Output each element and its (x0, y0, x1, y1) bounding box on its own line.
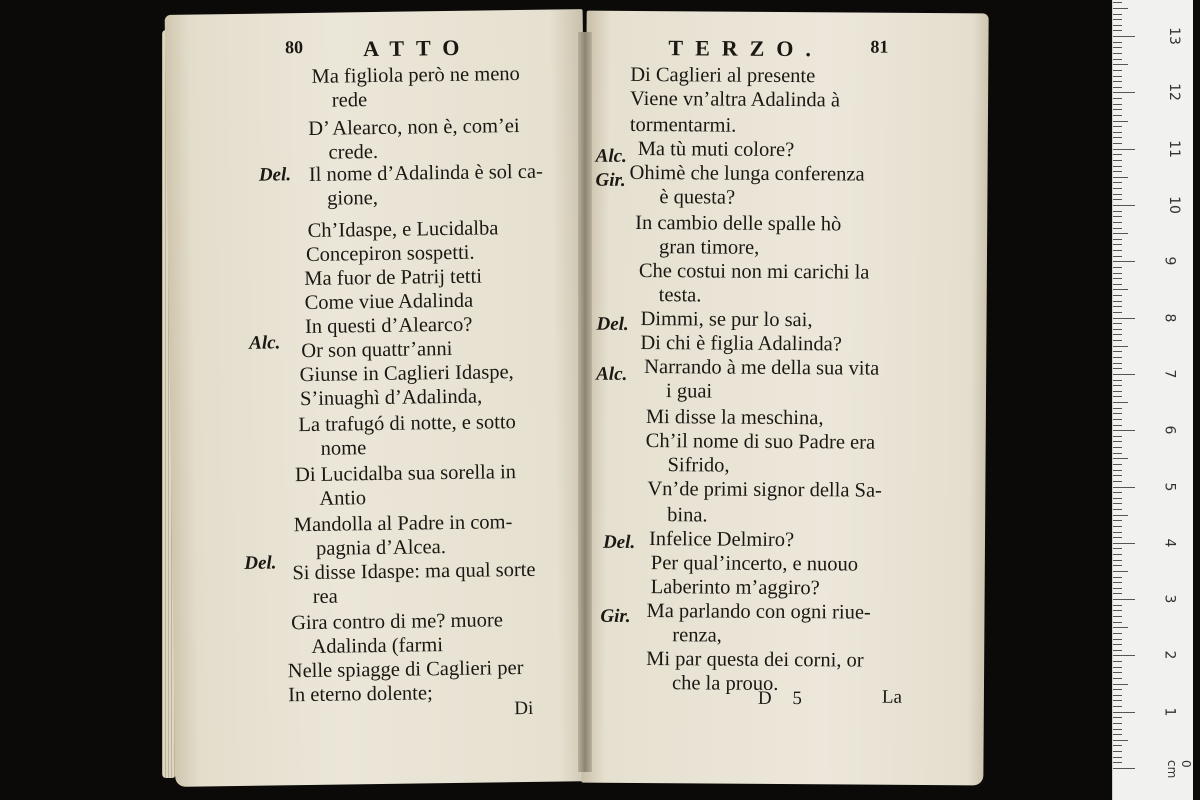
ruler-tick (1113, 402, 1128, 403)
ruler-tick (1113, 430, 1135, 431)
text-line: rea (312, 585, 338, 608)
ruler-tick (1113, 115, 1122, 116)
text-line: Ch’il nome di suo Padre era (645, 430, 876, 454)
speaker-label: Alc. (596, 363, 628, 385)
ruler-tick (1113, 301, 1122, 302)
ruler-tick (1113, 284, 1122, 285)
ruler-tick (1113, 92, 1135, 93)
ruler-number: 13 (1165, 27, 1182, 46)
ruler-tick (1113, 740, 1128, 741)
text-line: rede (331, 89, 368, 112)
text-line: Giunse in Caglieri Idaspe, (299, 361, 514, 387)
ruler-tick (1113, 171, 1122, 172)
ruler-tick (1113, 278, 1122, 279)
ruler-tick (1113, 768, 1135, 769)
ruler-tick (1113, 149, 1135, 150)
ruler-tick (1113, 59, 1122, 60)
ruler-tick (1113, 30, 1122, 31)
ruler-tick (1113, 537, 1122, 538)
ruler-tick (1113, 700, 1122, 701)
text-line: D’ Alearco, non è, com’ei (308, 115, 520, 140)
running-head-right: TERZO. (668, 35, 824, 62)
speaker-label: Del. (244, 552, 277, 574)
ruler-tick (1113, 87, 1122, 88)
ruler-tick (1113, 503, 1122, 504)
ruler-tick (1113, 464, 1122, 465)
text-line: Viene vn’altra Adalinda à (630, 87, 841, 112)
ruler-number: 8 (1161, 313, 1178, 323)
text-line: che la prouo. (671, 672, 779, 695)
ruler-tick (1113, 751, 1122, 752)
text-line: gran timore, (658, 236, 760, 259)
text-line: Di Lucidalba sua sorella in (294, 461, 517, 487)
text-line: Narrando à me della sua vita (644, 356, 880, 380)
ruler-tick (1113, 295, 1122, 296)
ruler-tick (1113, 639, 1122, 640)
ruler-tick (1113, 126, 1122, 127)
ruler-tick (1113, 532, 1122, 533)
ruler-tick (1113, 560, 1122, 561)
ruler-tick (1113, 47, 1122, 48)
ruler-tick (1113, 582, 1122, 583)
speaker-label: Alc. (249, 332, 281, 354)
text-line: bina. (667, 504, 708, 527)
ruler-tick (1113, 273, 1122, 274)
speaker-label: Del. (258, 164, 292, 186)
ruler-tick (1113, 363, 1122, 364)
text-line: Laberinto m’aggiro? (650, 576, 820, 600)
open-book (170, 12, 990, 784)
ruler-tick (1113, 571, 1128, 572)
ruler-tick (1113, 8, 1128, 9)
ruler-tick (1113, 413, 1122, 414)
ruler-tick (1113, 42, 1122, 43)
ruler-tick (1113, 447, 1122, 448)
ruler-tick (1113, 205, 1135, 206)
ruler-tick (1113, 655, 1135, 656)
ruler-tick (1113, 515, 1128, 516)
ruler-tick (1113, 346, 1128, 347)
text-line: Ohimè che lunga conferenza (629, 161, 865, 186)
ruler-tick (1113, 684, 1128, 685)
ruler-tick (1113, 419, 1122, 420)
text-line: Mi par questa dei corni, or (646, 648, 864, 672)
ruler-tick (1113, 329, 1122, 330)
ruler-tick (1113, 667, 1122, 668)
ruler-tick (1113, 408, 1122, 409)
ruler-tick (1113, 712, 1135, 713)
text-line: Or son quattr’anni (301, 337, 453, 363)
speaker-label: Del. (596, 313, 629, 335)
ruler-tick (1113, 633, 1122, 634)
ruler-tick (1113, 745, 1122, 746)
ruler-tick (1113, 104, 1122, 105)
ruler-tick (1113, 593, 1122, 594)
ruler-tick (1113, 261, 1135, 262)
speaker-label: Gir. (600, 605, 631, 627)
text-line: La trafugó di notte, e sotto (298, 411, 516, 437)
ruler-tick (1113, 216, 1122, 217)
ruler-tick (1113, 182, 1122, 183)
ruler-tick (1113, 498, 1122, 499)
left-page (165, 9, 594, 787)
ruler-tick (1113, 132, 1122, 133)
speaker-label: Alc. (595, 145, 627, 167)
catchword-left: Di (514, 697, 534, 720)
ruler-tick (1113, 762, 1122, 763)
ruler-number: 12 (1165, 83, 1182, 102)
text-line: Di Caglieri al presente (630, 63, 816, 88)
ruler-tick (1113, 453, 1122, 454)
ruler-tick (1113, 340, 1122, 341)
text-line: tormentarmi. (629, 113, 737, 137)
ruler-tick (1113, 267, 1122, 268)
text-line: Antio (319, 487, 367, 510)
right-page (581, 11, 988, 786)
ruler-tick (1113, 2, 1122, 3)
ruler-tick (1113, 81, 1122, 82)
ruler-number: 10 (1165, 196, 1182, 214)
ruler-tick (1113, 368, 1122, 369)
ruler-unit-label: 0 cm (1165, 760, 1193, 779)
speaker-label: Del. (602, 531, 636, 553)
ruler-tick (1113, 19, 1122, 20)
running-head-left: ATTO (362, 34, 472, 62)
ruler-tick (1113, 661, 1122, 662)
ruler-tick (1113, 695, 1122, 696)
page-number-left: 80 (284, 37, 304, 58)
text-line: Mandolla al Padre in com- (293, 511, 513, 537)
ruler-tick (1113, 616, 1122, 617)
ruler-tick (1113, 391, 1122, 392)
ruler-tick (1113, 228, 1122, 229)
page-number-right: 81 (870, 36, 889, 57)
ruler-tick (1113, 109, 1122, 110)
text-line: Nelle spiagge di Caglieri per (287, 657, 524, 683)
ruler-tick (1113, 357, 1122, 358)
ruler-tick (1113, 605, 1122, 606)
text-line: S’inuaghì d’Adalinda, (299, 385, 483, 411)
ruler-tick (1113, 351, 1122, 352)
ruler-tick (1113, 526, 1122, 527)
ruler-tick (1113, 199, 1122, 200)
ruler-tick (1113, 723, 1122, 724)
text-line: Ch’Idaspe, e Lucidalba (307, 217, 499, 242)
ruler-tick (1113, 121, 1128, 122)
ruler-number: 1 (1161, 707, 1178, 717)
ruler-tick (1113, 644, 1122, 645)
text-line: Si disse Idaspe: ma qual sorte (292, 558, 536, 585)
ruler-number: 3 (1161, 594, 1178, 604)
ruler-tick (1113, 14, 1122, 15)
ruler-tick (1113, 627, 1128, 628)
ruler-tick (1113, 458, 1128, 459)
text-line: gione, (327, 186, 379, 210)
ruler-tick (1113, 554, 1122, 555)
ruler-tick (1113, 188, 1122, 189)
ruler-tick (1113, 565, 1122, 566)
ruler-tick (1113, 487, 1135, 488)
ruler-tick (1113, 509, 1122, 510)
text-line: Concepiron sospetti. (305, 241, 475, 267)
ruler-tick (1113, 436, 1122, 437)
ruler-tick (1113, 25, 1122, 26)
ruler-tick (1113, 70, 1122, 71)
text-line: è questa? (659, 186, 736, 209)
ruler-tick (1113, 323, 1122, 324)
ruler-tick (1113, 239, 1122, 240)
ruler-tick (1113, 318, 1135, 319)
measuring-ruler (1112, 0, 1193, 800)
ruler-tick (1113, 137, 1122, 138)
ruler-tick (1113, 312, 1122, 313)
ruler-number: 2 (1161, 650, 1178, 660)
ruler-tick (1113, 441, 1122, 442)
text-line: Vn’de primi signor della Sa- (647, 478, 882, 502)
ruler-tick (1113, 166, 1122, 167)
ruler-tick (1113, 577, 1122, 578)
ruler-tick (1113, 717, 1122, 718)
ruler-tick (1113, 599, 1135, 600)
text-line: nome (320, 437, 367, 460)
ruler-tick (1113, 757, 1122, 758)
text-line: Ma tù muti colore? (637, 137, 795, 162)
text-line: Che costui non mi carichi la (638, 259, 870, 284)
text-line: Ma parlando con ogni riue- (646, 600, 871, 624)
signature-mark: D 5 (757, 687, 810, 710)
ruler-tick (1113, 678, 1122, 679)
book-gutter (578, 32, 592, 772)
ruler-tick (1113, 211, 1122, 212)
text-line: Dimmi, se pur lo sai, (640, 307, 813, 332)
ruler-tick (1113, 177, 1128, 178)
text-line: Adalinda (farmi (311, 634, 444, 658)
ruler-tick (1113, 36, 1135, 37)
ruler-tick (1113, 160, 1122, 161)
ruler-number: 4 (1161, 538, 1178, 548)
ruler-tick (1113, 374, 1135, 375)
text-line: i guai (665, 380, 713, 403)
text-line: pagnia d’Alcea. (315, 536, 447, 560)
ruler-tick (1113, 520, 1122, 521)
ruler-tick (1113, 729, 1122, 730)
ruler-tick (1113, 588, 1122, 589)
ruler-tick (1113, 306, 1122, 307)
ruler-tick (1113, 734, 1122, 735)
text-line: Infelice Delmiro? (648, 528, 795, 552)
ruler-tick (1113, 98, 1122, 99)
ruler-tick (1113, 154, 1122, 155)
ruler-tick (1113, 64, 1128, 65)
ruler-tick (1113, 706, 1122, 707)
text-line: Per qual’incerto, e nuouo (650, 552, 859, 576)
ruler-tick (1113, 76, 1122, 77)
text-line: In questi d’Alearco? (304, 313, 473, 339)
ruler-tick (1113, 256, 1122, 257)
text-line: testa. (658, 284, 702, 307)
ruler-number: 7 (1161, 369, 1178, 379)
text-line: Ma fuor de Patrij tetti (304, 265, 483, 291)
ruler-tick (1113, 385, 1122, 386)
ruler-tick (1113, 543, 1135, 544)
ruler-tick (1113, 53, 1122, 54)
text-line: In cambio delle spalle hò (635, 211, 842, 236)
ruler-tick (1113, 244, 1122, 245)
text-line: Sifrido, (667, 454, 730, 477)
ruler-tick (1113, 689, 1122, 690)
text-line: Ma figliola però ne meno (311, 63, 521, 88)
ruler-tick (1113, 334, 1122, 335)
text-line: crede. (328, 140, 379, 164)
ruler-tick (1113, 380, 1122, 381)
ruler-tick (1113, 610, 1122, 611)
ruler-tick (1113, 250, 1122, 251)
text-line: renza, (672, 624, 722, 647)
ruler-tick (1113, 492, 1122, 493)
ruler-tick (1113, 481, 1122, 482)
ruler-tick (1113, 222, 1122, 223)
ruler-number: 5 (1161, 482, 1178, 491)
ruler-tick (1113, 425, 1122, 426)
ruler-tick (1113, 672, 1122, 673)
speaker-label: Gir. (595, 169, 626, 191)
ruler-tick (1113, 650, 1122, 651)
ruler-tick (1113, 289, 1128, 290)
text-line: Di chi è figlia Adalinda? (640, 331, 842, 356)
text-line: In eterno dolente; (287, 682, 433, 707)
ruler-tick (1113, 548, 1122, 549)
ruler-tick (1113, 470, 1122, 471)
ruler-tick (1113, 233, 1128, 234)
ruler-tick (1113, 396, 1122, 397)
ruler-number: 9 (1161, 256, 1178, 266)
ruler-tick (1113, 622, 1122, 623)
ruler-number: 6 (1161, 425, 1178, 435)
ruler-tick (1113, 475, 1122, 476)
ruler-number: 11 (1165, 139, 1182, 158)
text-line: Il nome d’Adalinda è sol ca- (308, 160, 543, 186)
text-line: Come viue Adalinda (304, 289, 474, 315)
ruler-tick (1113, 194, 1122, 195)
ruler-tick (1113, 143, 1122, 144)
catchword-right: La (881, 686, 903, 708)
text-line: Gira contro di me? muore (290, 609, 504, 635)
text-line: Mi disse la meschina, (645, 406, 824, 430)
